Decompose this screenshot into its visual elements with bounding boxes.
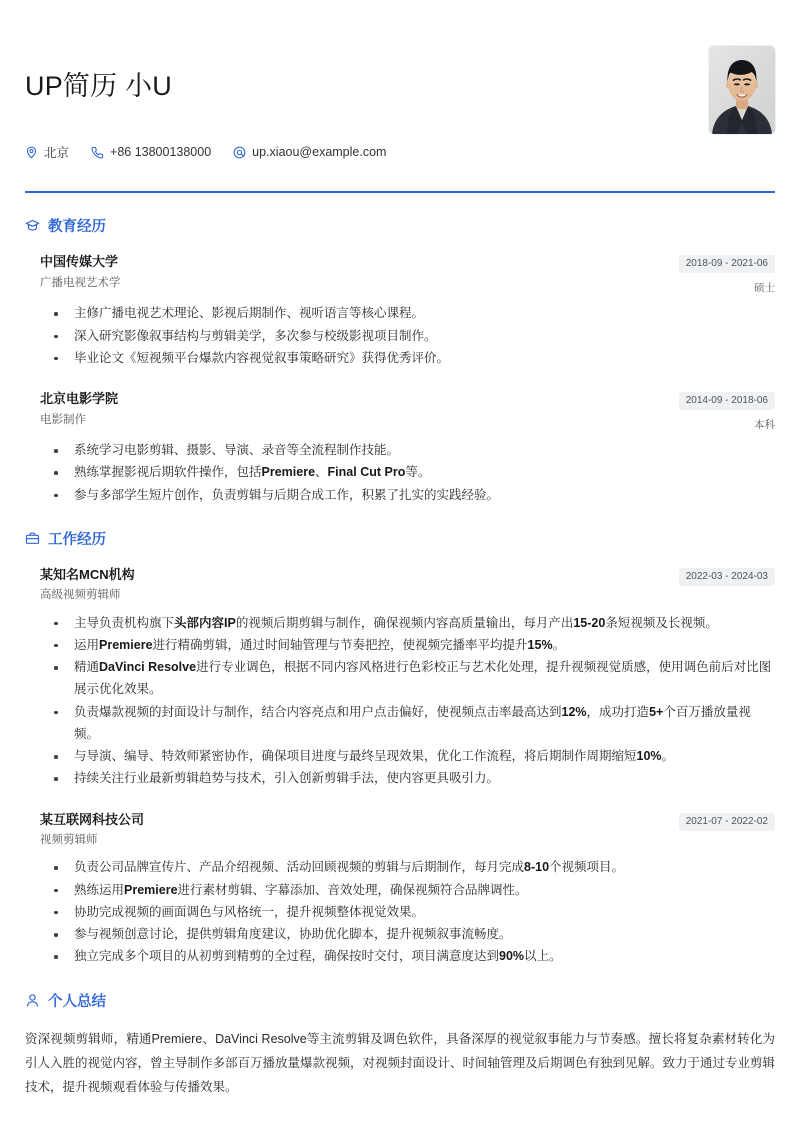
person-icon: [25, 993, 40, 1008]
bullet-text: 参与视频创意讨论，提供剪辑角度建议，协助优化脚本，提升视频叙事流畅度。: [74, 927, 512, 942]
bullet-text: 参与多部学生短片创作，负责剪辑与后期合成工作，积累了扎实的实践经验。: [74, 487, 500, 502]
section-title-label: 个人总结: [48, 993, 106, 1010]
entry: [40, 810, 775, 968]
bullet-emphasis: Final Cut Pro: [327, 465, 406, 480]
entry-meta: [665, 565, 775, 586]
bullet-text: 进行素材剪辑、字幕添加、音效处理，确保视频符合品牌调性。: [177, 882, 528, 897]
bullet-item: [40, 879, 775, 901]
bullet-text: 以上。: [524, 949, 562, 964]
entry-role: 电影制作: [40, 413, 86, 426]
location-pin-icon: [25, 146, 38, 159]
bullet-emphasis: 头部内容IP: [174, 615, 236, 630]
entry-head: [40, 252, 775, 295]
bullet-text: 、: [315, 465, 328, 480]
contact-location[interactable]: [25, 143, 69, 161]
entry-role: 广播电视艺术学: [40, 276, 121, 289]
entry-meta: [665, 252, 775, 295]
briefcase-icon: [25, 531, 40, 546]
entry-role: 视频剪辑师: [40, 834, 98, 847]
contact-phone-text: +86 13800138000: [110, 145, 212, 160]
contact-phone[interactable]: [91, 145, 211, 159]
bullet-emphasis: Premiere: [261, 465, 316, 480]
entry-main: [40, 252, 121, 292]
entry-main: [40, 565, 135, 605]
bullet-emphasis: 90%: [499, 949, 525, 964]
section-summary: [25, 990, 775, 1100]
section-title-work: [25, 528, 775, 549]
bullet-text: 协助完成视频的画面调色与风格统一，提升视频整体视觉效果。: [74, 904, 425, 919]
contact-location-text: 北京: [44, 146, 70, 161]
bullet-text: ，成功打造: [586, 704, 650, 719]
graduation-cap-icon: [25, 218, 40, 233]
bullet-emphasis: 12%: [561, 704, 587, 719]
header-left: [25, 46, 386, 161]
bullet-item: [40, 856, 775, 878]
entry-organization: 某知名MCN机构: [40, 566, 135, 582]
entry-meta: [665, 389, 775, 432]
contact-email-text: up.xiaou@example.com: [252, 145, 387, 160]
bullet-text: 的视频后期剪辑与制作，确保视频内容高质量输出，每月产出: [235, 615, 574, 630]
date-badge: 2022-03 - 2024-03: [679, 568, 775, 586]
header-divider: [25, 191, 775, 193]
bullet-emphasis: 5+: [649, 704, 664, 719]
entry-organization: 某互联网科技公司: [40, 811, 145, 827]
section-title-summary: [25, 990, 775, 1011]
email-icon: [233, 146, 246, 159]
bullet-text: 系统学习电影剪辑、摄影、导演、录音等全流程制作技能。: [74, 443, 400, 458]
contact-row: [25, 143, 386, 161]
section-education: [25, 215, 775, 506]
bullet-text: 个百万播放量视频。: [74, 704, 751, 741]
resume-header: [25, 0, 775, 161]
avatar-photo: [709, 46, 775, 134]
contact-email[interactable]: [233, 145, 386, 159]
bullet-text: 。: [661, 749, 675, 764]
bullet-text: 精通: [74, 660, 100, 675]
bullet-item: [40, 302, 775, 324]
section-title-label: 教育经历: [48, 219, 106, 236]
degree-label: 本科: [754, 419, 775, 432]
bullet-emphasis: 15%: [527, 637, 553, 652]
bullet-emphasis: 8-10: [524, 860, 550, 875]
entry-meta: [665, 810, 775, 831]
entry: [40, 252, 775, 369]
avatar: [709, 46, 775, 134]
entry-role: 高级视频剪辑师: [40, 589, 121, 602]
bullet-emphasis: 10%: [636, 749, 662, 764]
phone-icon: [91, 146, 104, 159]
bullet-emphasis: 15-20: [573, 615, 606, 630]
bullet-text: 运用: [74, 637, 100, 652]
bullet-item: [40, 923, 775, 945]
entry-head: [40, 565, 775, 605]
bullet-item: [40, 612, 775, 634]
bullet-text: 负责公司品牌宣传片、产品介绍视频、活动回顾视频的剪辑与后期制作，每月完成: [74, 860, 525, 875]
bullet-item: [40, 745, 775, 767]
bullet-item: [40, 767, 775, 789]
date-badge: 2014-09 - 2018-06: [679, 392, 775, 410]
bullet-text: 负责爆款视频的封面设计与制作，结合内容亮点和用户点击偏好，使视频点击率最高达到: [74, 704, 562, 719]
entry-main: [40, 810, 144, 850]
date-badge: 2018-09 - 2021-06: [679, 255, 775, 273]
summary-text: 资深视频剪辑师，精通Premiere、DaVinci Resolve等主流剪辑及调色软件，具备深厚的视觉叙事能力与节奏感。擅长将复杂素材转化为引人入胜的视觉内容，曾主导制作多部百万播放量爆款视频，对视频封面设计、时间轴管理及后期调色有独到见解。致力于通过专业剪辑技术，提升视频观看体验与传播效果。: [25, 1031, 776, 1095]
bullet-list: [40, 439, 775, 506]
bullet-emphasis: Premiere: [124, 882, 178, 897]
bullet-item: [40, 347, 775, 369]
bullet-text: 个视频项目。: [549, 860, 625, 875]
bullet-text: 等。: [405, 465, 431, 480]
page-title: UP简历 小U: [25, 71, 172, 101]
bullet-text: 进行精确剪辑，通过时间轴管理与节奏把控，使视频完播率平均提升: [152, 637, 528, 652]
entry-organization: 中国传媒大学: [40, 254, 119, 270]
bullet-text: 主修广播电视艺术理论、影视后期制作、视听语言等核心课程。: [74, 306, 425, 321]
bullet-item: [40, 439, 775, 461]
bullet-item: [40, 656, 775, 701]
entry: [40, 389, 775, 506]
bullet-item: [40, 945, 775, 967]
entry: [40, 565, 775, 790]
bullet-text: 持续关注行业最新剪辑趋势与技术，引入创新剪辑手法，使内容更具吸引力。: [74, 771, 500, 786]
bullet-text: 主导负责机构旗下: [74, 615, 175, 630]
entry-main: [40, 389, 118, 429]
bullet-text: 。: [552, 637, 566, 652]
bullet-text: 与导演、编导、特效师紧密协作，确保项目进度与最终呈现效果，优化工作流程，将后期制作周期缩短: [74, 749, 637, 764]
entry-organization: 北京电影学院: [40, 391, 119, 407]
bullet-item: [40, 701, 775, 746]
bullet-item: [40, 325, 775, 347]
bullet-list: [40, 302, 775, 369]
bullet-text: 进行专业调色，根据不同内容风格进行色彩校正与艺术化处理，提升视频视觉质感，使用调色前后对比图展示优化效果。: [74, 660, 772, 697]
bullet-text: 熟练掌握影视后期软件操作，包括: [74, 465, 262, 480]
bullet-emphasis: DaVinci Resolve: [99, 660, 197, 675]
bullet-text: 条短视频及长视频。: [605, 615, 718, 630]
date-badge: 2021-07 - 2022-02: [679, 813, 775, 831]
section-work: [25, 528, 775, 968]
bullet-item: [40, 901, 775, 923]
bullet-item: [40, 634, 775, 656]
bullet-text: 独立完成多个项目的从初剪到精剪的全过程，确保按时交付，项目满意度达到: [74, 949, 500, 964]
bullet-item: [40, 484, 775, 506]
section-title-education: [25, 215, 775, 236]
bullet-text: 熟练运用: [74, 882, 125, 897]
bullet-list: [40, 856, 775, 967]
bullet-list: [40, 612, 775, 790]
bullet-emphasis: Premiere: [99, 637, 153, 652]
degree-label: 硕士: [754, 282, 775, 295]
sections-root: [25, 215, 775, 1099]
bullet-text: 毕业论文《短视频平台爆款内容视觉叙事策略研究》获得优秀评价。: [74, 350, 450, 365]
section-title-label: 工作经历: [48, 531, 106, 548]
bullet-text: 深入研究影像叙事结构与剪辑美学，多次参与校级影视项目制作。: [74, 328, 437, 343]
entry-head: [40, 389, 775, 432]
bullet-item: [40, 461, 775, 483]
entry-head: [40, 810, 775, 850]
